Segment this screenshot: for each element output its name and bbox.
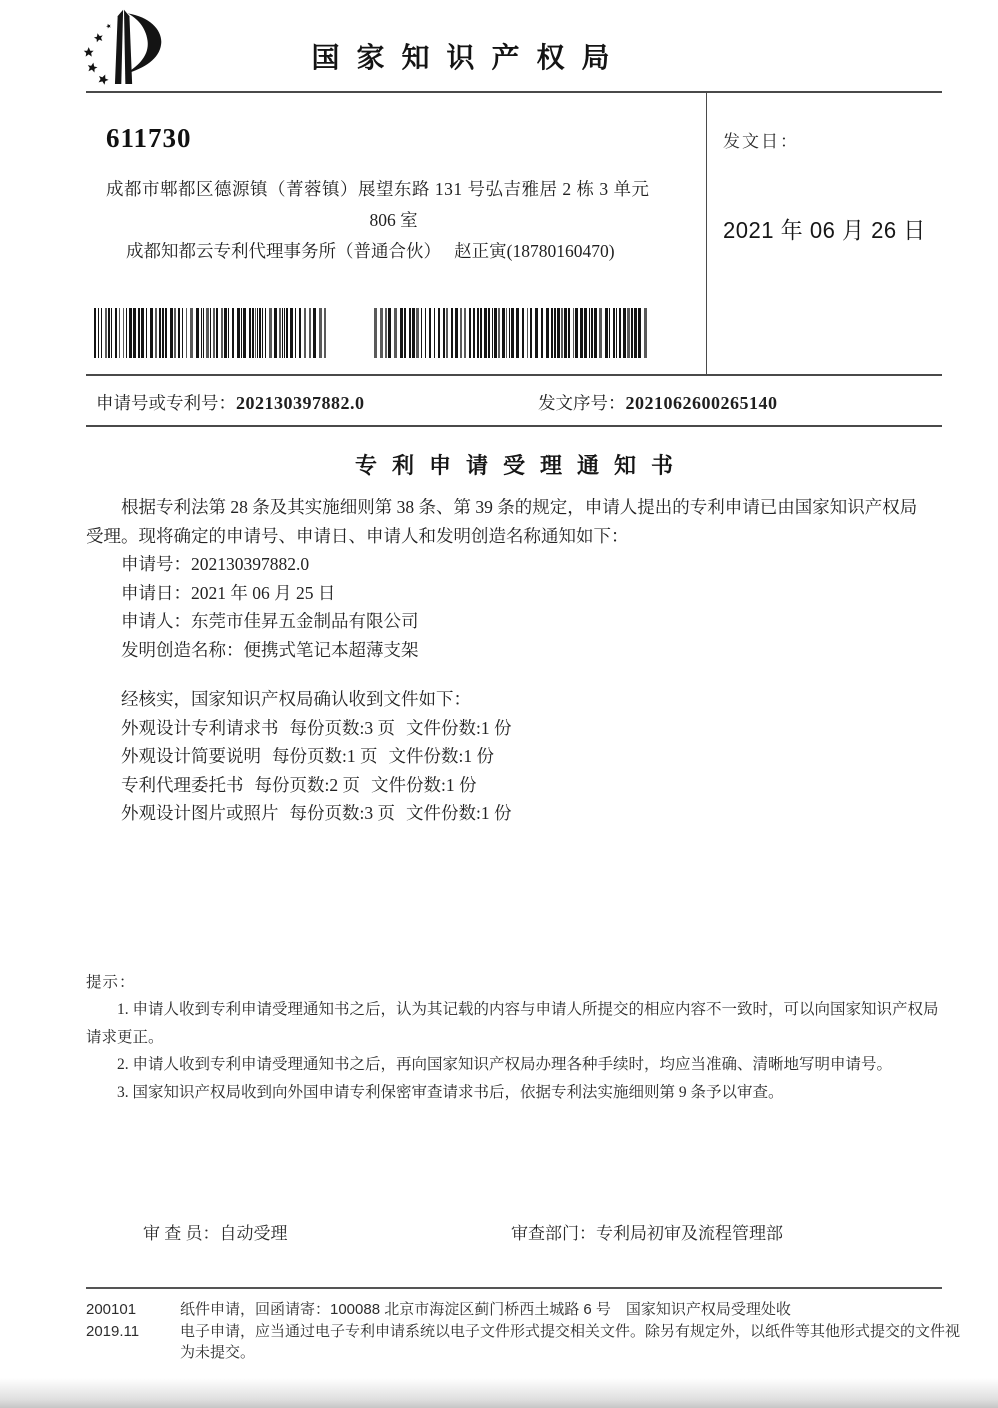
serial-number-label: 发文序号： bbox=[538, 393, 626, 413]
notice-address-box bbox=[86, 91, 942, 376]
received-doc-row bbox=[86, 714, 930, 743]
field-value: 便携式笔记本超薄支架 bbox=[243, 639, 419, 660]
doc-pages: 每份页数:1 页 bbox=[272, 746, 378, 766]
field-value: 东莞市佳昇五金制品有限公司 bbox=[191, 611, 419, 631]
document-title: 专利申请受理通知书 bbox=[354, 453, 688, 478]
footer-electronic-line: 电子申请，应当通过电子专利申请系统以电子文件形式提交相关文件。除另有规定外，以纸件等其他形式提交的文件视为未提交。 bbox=[180, 1322, 961, 1361]
received-doc-row bbox=[86, 771, 930, 800]
footer-form-codes bbox=[86, 1299, 180, 1364]
field-application-date bbox=[86, 579, 930, 608]
application-number-label: 申请号或专利号： bbox=[96, 393, 236, 413]
footer bbox=[86, 1299, 960, 1364]
doc-name: 外观设计图片或照片 bbox=[121, 803, 279, 823]
serial-number-value: 2021062600265140 bbox=[625, 393, 778, 413]
tip-item-1: 1. 申请人收到专利申请受理通知书之后，认为其记载的内容与申请人所提交的相应内容不一致时，可以向国家知识产权局请求更正。 bbox=[86, 1001, 939, 1046]
department-value: 专利局初审及流程管理部 bbox=[596, 1224, 783, 1243]
tip-item-2: 2. 申请人收到专利申请受理通知书之后，再向国家知识产权局办理各种手续时，均应当准确、清晰地写明申请号。 bbox=[117, 1056, 893, 1073]
tips-section bbox=[86, 969, 944, 1107]
received-doc-row bbox=[86, 742, 930, 771]
field-application-no bbox=[86, 550, 930, 579]
tips-title: 提示： bbox=[86, 973, 136, 991]
doc-name: 外观设计专利请求书 bbox=[121, 717, 279, 738]
issue-date-cell bbox=[706, 93, 942, 374]
doc-name: 外观设计简要说明 bbox=[121, 746, 261, 766]
doc-copies: 文件份数:1 份 bbox=[388, 746, 494, 766]
field-label: 申请日： bbox=[121, 582, 191, 603]
spacer bbox=[86, 664, 930, 685]
intro-paragraph: 根据专利法第 28 条及其实施细则第 38 条、第 39 条的规定，申请人提出的专利申请已由国家知识产权局受理。现将确定的申请号、申请日、申请人和发明创造名称通知如下： bbox=[86, 497, 918, 546]
serial-number-group bbox=[538, 390, 778, 415]
footer-form-code: 200101 bbox=[86, 1301, 137, 1318]
doc-copies: 文件份数:1 份 bbox=[371, 774, 477, 795]
issue-date-value: 2021 年 06 月 26 日 bbox=[723, 217, 926, 243]
field-label: 申请号： bbox=[121, 554, 191, 574]
recipient-address-cell bbox=[86, 93, 706, 374]
barcode-serial bbox=[374, 308, 650, 358]
footer-instructions bbox=[180, 1299, 960, 1364]
address-line-1: 成都市郫都区德源镇（菁蓉镇）展望东路 131 号弘吉雅居 2 栋 3 单元 bbox=[106, 179, 650, 199]
doc-pages: 每份页数:3 页 bbox=[289, 803, 395, 823]
field-invention-title bbox=[86, 636, 930, 665]
footer-paper-line: 纸件申请，回函请寄：100088 北京市海淀区蓟门桥西土城路 6 号 国家知识产权局受理处收 bbox=[180, 1301, 791, 1318]
doc-pages: 每份页数:2 页 bbox=[254, 774, 360, 795]
barcode-row bbox=[94, 308, 650, 358]
footer-version: 2019.11 bbox=[86, 1322, 140, 1340]
barcode-application bbox=[94, 308, 329, 358]
department-group bbox=[511, 1219, 783, 1244]
document-header bbox=[86, 0, 940, 91]
doc-copies: 文件份数:1 份 bbox=[406, 803, 512, 823]
examiner-group bbox=[143, 1219, 288, 1244]
field-applicant bbox=[86, 607, 930, 636]
scan-edge-shading bbox=[0, 1378, 998, 1408]
examiner-label: 审 查 员： bbox=[143, 1224, 220, 1243]
tip-item-3: 3. 国家知识产权局收到向外国申请专利保密审查请求书后，依据专利法实施细则第 9 条予以审查。 bbox=[117, 1083, 784, 1101]
doc-copies: 文件份数:1 份 bbox=[406, 717, 512, 738]
department-label: 审查部门： bbox=[511, 1224, 596, 1243]
application-number-value: 202130397882.0 bbox=[236, 393, 365, 413]
postal-code: 611730 bbox=[106, 123, 192, 153]
application-number-group bbox=[96, 390, 365, 415]
doc-name: 专利代理委托书 bbox=[121, 774, 244, 795]
footer-divider bbox=[86, 1287, 942, 1289]
recipient-line: 成都知都云专利代理事务所（普通合伙） 赵正寅(18780160470) bbox=[126, 241, 615, 261]
doc-pages: 每份页数:3 页 bbox=[289, 717, 395, 738]
examiner-value: 自动受理 bbox=[219, 1224, 288, 1243]
field-label: 发明创造名称： bbox=[121, 639, 244, 660]
received-intro: 经核实，国家知识产权局确认收到文件如下： bbox=[121, 689, 471, 709]
reference-number-row bbox=[86, 376, 942, 427]
received-doc-row bbox=[86, 799, 930, 828]
agency-title: 国家知识产权局 bbox=[311, 43, 627, 74]
field-value: 202130397882.0 bbox=[191, 554, 310, 574]
issue-date-label: 发文日： bbox=[723, 132, 799, 151]
field-label: 申请人： bbox=[121, 611, 191, 631]
signature-row bbox=[86, 1219, 940, 1247]
notice-body bbox=[86, 493, 930, 828]
address-line-2: 806 室 bbox=[369, 210, 418, 230]
field-value: 2021 年 06 月 25 日 bbox=[191, 582, 336, 603]
